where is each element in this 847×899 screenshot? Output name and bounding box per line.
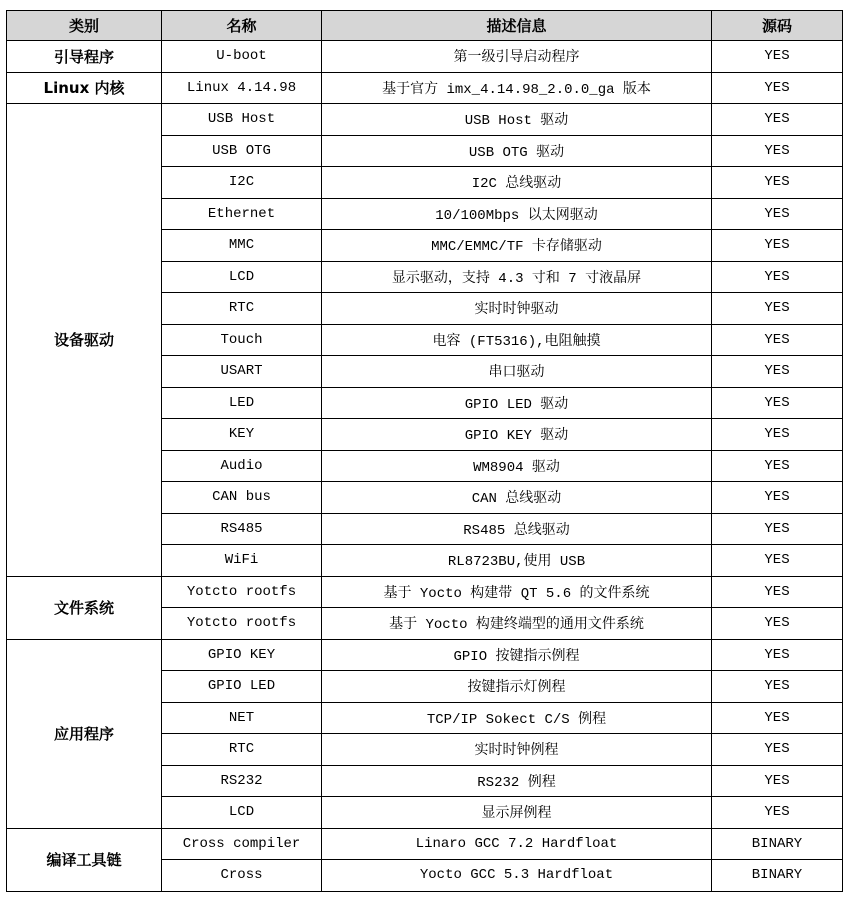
name-cell: RTC xyxy=(162,734,322,766)
source-cell: YES xyxy=(712,167,843,199)
description-cell: RS232 例程 xyxy=(322,765,712,797)
description-cell: GPIO LED 驱动 xyxy=(322,387,712,419)
description-cell: 显示驱动，支持 4.3 寸和 7 寸液晶屏 xyxy=(322,261,712,293)
name-cell: Touch xyxy=(162,324,322,356)
source-cell: YES xyxy=(712,702,843,734)
name-cell: U-boot xyxy=(162,41,322,73)
name-cell: Cross xyxy=(162,860,322,892)
name-cell: Yotcto rootfs xyxy=(162,608,322,640)
source-cell: YES xyxy=(712,356,843,388)
source-cell: YES xyxy=(712,104,843,136)
name-cell: USART xyxy=(162,356,322,388)
description-cell: 10/100Mbps 以太网驱动 xyxy=(322,198,712,230)
description-cell: GPIO 按键指示例程 xyxy=(322,639,712,671)
name-cell: MMC xyxy=(162,230,322,262)
source-cell: YES xyxy=(712,261,843,293)
description-cell: USB OTG 驱动 xyxy=(322,135,712,167)
description-cell: RL8723BU,使用 USB xyxy=(322,545,712,577)
source-cell: YES xyxy=(712,293,843,325)
header-row xyxy=(7,11,843,41)
category-cell: 应用程序 xyxy=(7,639,162,828)
description-cell: RS485 总线驱动 xyxy=(322,513,712,545)
description-cell: 实时时钟驱动 xyxy=(322,293,712,325)
source-cell: YES xyxy=(712,450,843,482)
name-cell: WiFi xyxy=(162,545,322,577)
description-cell: TCP/IP Sokect C/S 例程 xyxy=(322,702,712,734)
table-row xyxy=(7,104,843,136)
name-cell: RS485 xyxy=(162,513,322,545)
name-cell: Ethernet xyxy=(162,198,322,230)
source-cell: YES xyxy=(712,545,843,577)
name-cell: Cross compiler xyxy=(162,828,322,860)
name-cell: LED xyxy=(162,387,322,419)
header-name: 名称 xyxy=(162,11,322,41)
name-cell: RTC xyxy=(162,293,322,325)
description-cell: 按键指示灯例程 xyxy=(322,671,712,703)
source-cell: YES xyxy=(712,639,843,671)
header-source: 源码 xyxy=(712,11,843,41)
table-row xyxy=(7,828,843,860)
source-cell: YES xyxy=(712,608,843,640)
name-cell: LCD xyxy=(162,797,322,829)
description-cell: 串口驱动 xyxy=(322,356,712,388)
name-cell: CAN bus xyxy=(162,482,322,514)
source-cell: YES xyxy=(712,230,843,262)
name-cell: RS232 xyxy=(162,765,322,797)
source-cell: YES xyxy=(712,513,843,545)
table-row xyxy=(7,41,843,73)
description-cell: 电容 (FT5316),电阻触摸 xyxy=(322,324,712,356)
category-cell: 文件系统 xyxy=(7,576,162,639)
category-cell: Linux 内核 xyxy=(7,72,162,104)
category-cell: 引导程序 xyxy=(7,41,162,73)
description-cell: 显示屏例程 xyxy=(322,797,712,829)
table-row xyxy=(7,72,843,104)
table-body xyxy=(7,41,843,892)
description-cell: 基于 Yocto 构建终端型的通用文件系统 xyxy=(322,608,712,640)
source-cell: YES xyxy=(712,797,843,829)
name-cell: Audio xyxy=(162,450,322,482)
source-cell: YES xyxy=(712,198,843,230)
category-cell: 设备驱动 xyxy=(7,104,162,577)
category-cell: 编译工具链 xyxy=(7,828,162,891)
source-cell: BINARY xyxy=(712,828,843,860)
description-cell: 基于官方 imx_4.14.98_2.0.0_ga 版本 xyxy=(322,72,712,104)
source-cell: YES xyxy=(712,41,843,73)
description-cell: Linaro GCC 7.2 Hardfloat xyxy=(322,828,712,860)
source-cell: YES xyxy=(712,324,843,356)
description-cell: GPIO KEY 驱动 xyxy=(322,419,712,451)
description-cell: 第一级引导启动程序 xyxy=(322,41,712,73)
description-cell: 基于 Yocto 构建带 QT 5.6 的文件系统 xyxy=(322,576,712,608)
source-cell: YES xyxy=(712,576,843,608)
source-cell: YES xyxy=(712,135,843,167)
name-cell: USB Host xyxy=(162,104,322,136)
name-cell: I2C xyxy=(162,167,322,199)
description-cell: WM8904 驱动 xyxy=(322,450,712,482)
name-cell: LCD xyxy=(162,261,322,293)
name-cell: KEY xyxy=(162,419,322,451)
source-cell: YES xyxy=(712,765,843,797)
source-cell: BINARY xyxy=(712,860,843,892)
header-description: 描述信息 xyxy=(322,11,712,41)
software-resource-table xyxy=(6,10,843,892)
name-cell: GPIO KEY xyxy=(162,639,322,671)
name-cell: GPIO LED xyxy=(162,671,322,703)
description-cell: CAN 总线驱动 xyxy=(322,482,712,514)
name-cell: Yotcto rootfs xyxy=(162,576,322,608)
source-cell: YES xyxy=(712,72,843,104)
description-cell: MMC/EMMC/TF 卡存储驱动 xyxy=(322,230,712,262)
description-cell: Yocto GCC 5.3 Hardfloat xyxy=(322,860,712,892)
source-cell: YES xyxy=(712,671,843,703)
name-cell: Linux 4.14.98 xyxy=(162,72,322,104)
source-cell: YES xyxy=(712,419,843,451)
table-row xyxy=(7,639,843,671)
source-cell: YES xyxy=(712,734,843,766)
name-cell: USB OTG xyxy=(162,135,322,167)
description-cell: USB Host 驱动 xyxy=(322,104,712,136)
table-row xyxy=(7,576,843,608)
header-category: 类别 xyxy=(7,11,162,41)
description-cell: 实时时钟例程 xyxy=(322,734,712,766)
source-cell: YES xyxy=(712,387,843,419)
name-cell: NET xyxy=(162,702,322,734)
description-cell: I2C 总线驱动 xyxy=(322,167,712,199)
source-cell: YES xyxy=(712,482,843,514)
